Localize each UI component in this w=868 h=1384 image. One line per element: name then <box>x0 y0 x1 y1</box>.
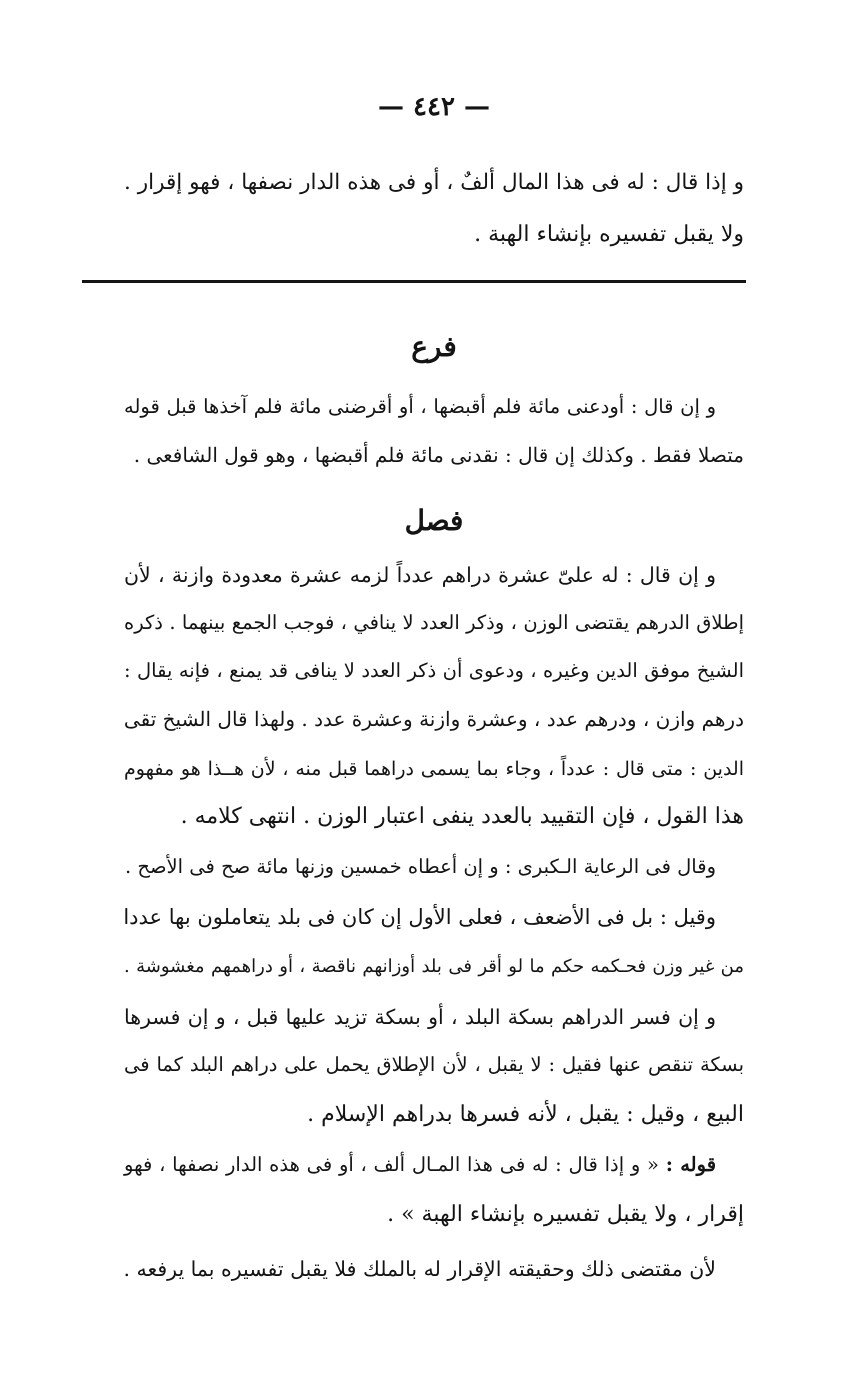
far-line-2: متصلا فقط . وكذلك إن قال : نقدنى مائة فلم أقبضها ، وهو قول الشافعى . <box>133 443 744 467</box>
top-note-line-2: ولا يقبل تفسيره بإنشاء الهبة . <box>474 222 744 247</box>
separator-rule <box>82 280 746 283</box>
fasl-line-12: البيع ، وقيل : يقبل ، لأنه فسرها بدراهم الإسلام . <box>307 1102 744 1127</box>
fasl-line-8: وقيل : بل فى الأضعف ، فعلى الأول إن كان فى بلد يتعاملون بها عددا <box>123 905 716 929</box>
page-number: — ٤٤٢ — <box>377 92 491 122</box>
qawluh-label: قوله : <box>665 1153 717 1176</box>
fasl-line-3: الشيخ موفق الدين وغيره ، ودعوى أن ذكر العدد لا ينافى قد يمنع ، فإنه يقال : <box>124 659 744 682</box>
fasl-heading: فصل <box>404 504 464 537</box>
qawluh-line-3: لأن مقتضى ذلك وحقيقته الإقرار له بالملك فلا يقبل تفسيره بما يرفعه . <box>123 1257 716 1281</box>
fasl-line-1: و إن قال : له علىّ عشرة دراهم عدداً لزمه عشرة معدودة وازنة ، لأن <box>124 563 716 587</box>
fasl-line-2: إطلاق الدرهم يقتضى الوزن ، وذكر العدد لا ينافي ، فوجب الجمع بينهما . ذكره <box>124 611 744 634</box>
fasl-line-6: هذا القول ، فإن التقييد بالعدد ينفى اعتبار الوزن . انتهى كلامه . <box>180 804 744 829</box>
fasl-line-9: من غير وزن فحـكمه حكم ما لو أقر فى بلد أوزانهم ناقصة ، أو دراهمهم مغشوشة . <box>124 956 744 977</box>
top-note-line-1: و إذا قال : له فى هذا المال ألفٌ ، أو فى هذه الدار نصفها ، فهو إقرار . <box>124 170 744 195</box>
qawluh-line-2: إقرار ، ولا يقبل تفسيره بإنشاء الهبة » . <box>387 1202 744 1227</box>
far-heading: فرع <box>411 330 457 363</box>
fasl-line-11: بسكة تنقص عنها فقيل : لا يقبل ، لأن الإطلاق يحمل على دراهم البلد كما فى <box>124 1053 744 1076</box>
fasl-line-4: درهم وازن ، ودرهم عدد ، وعشرة وازنة وعشرة عدد . ولهذا قال الشيخ تقى <box>123 707 744 731</box>
qawluh-quote-start: « و إذا قال : له فى هذا المـال ألف ، أو فى هذه الدار نصفها ، فهو <box>124 1153 659 1176</box>
fasl-line-10: و إن فسر الدراهم بسكة البلد ، أو بسكة تزيد عليها قبل ، و إن فسرها <box>124 1005 716 1029</box>
fasl-line-5: الدين : متى قال : عدداً ، وجاء بما يسمى دراهما قبل منه ، لأن هــذا هو مفهوم <box>124 758 744 780</box>
far-line-1: و إن قال : أودعنى مائة فلم أقبضها ، أو أقرضنى مائة فلم آخذها قبل قوله <box>124 395 716 418</box>
qawluh-line-1 <box>124 1150 716 1180</box>
fasl-line-7: وقال فى الرعاية الـكبرى : و إن أعطاه خمسين وزنها مائة صح فى الأصح . <box>125 855 716 878</box>
